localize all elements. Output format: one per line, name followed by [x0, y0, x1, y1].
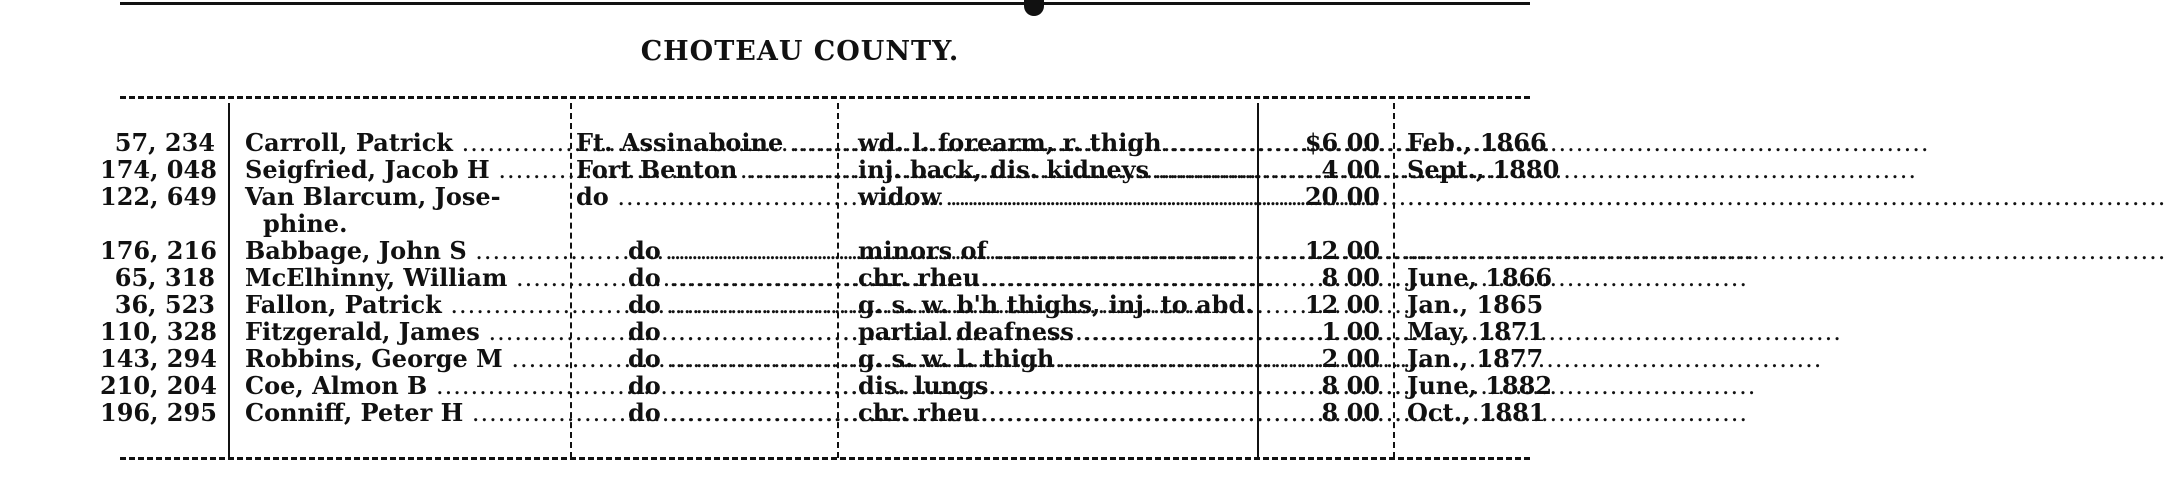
post-office: do ..... — [576, 399, 883, 427]
certificate-number: 176, 216 — [100, 236, 217, 265]
table-row — [0, 399, 1600, 426]
date-of-allowance — [1407, 183, 1535, 211]
cause-of-pension: chr. rheu ..... — [858, 264, 1252, 292]
table-row — [0, 156, 1600, 183]
monthly-amount: 12 00 — [1304, 236, 1380, 265]
cause-of-pension: minors of ..... — [858, 237, 1252, 265]
cause-of-pension: inj. back, dis. kidneys ..... — [858, 156, 1252, 184]
post-office: do ..... — [576, 291, 883, 319]
pensioner-name: Seigfried, Jacob H ..... — [245, 156, 563, 184]
certificate-number: 196, 295 — [100, 398, 217, 427]
monthly-amount: 8 00 — [1321, 398, 1380, 427]
certificate-number: 143, 294 — [100, 344, 217, 373]
post-office: do ..... — [576, 183, 831, 211]
post-office: do ..... — [576, 345, 883, 373]
pensioner-name: Coe, Almon B ..... — [245, 372, 563, 400]
date-of-allowance: Oct., 1881 — [1407, 398, 1546, 427]
post-office: do ..... — [576, 318, 883, 346]
post-office: Ft. Assinaboine ..... — [576, 129, 831, 157]
pensioner-name: Babbage, John S ..... — [245, 237, 563, 265]
table-row — [0, 264, 1600, 291]
monthly-amount: 8 00 — [1321, 263, 1380, 292]
date-of-allowance: Jan., 1865 — [1407, 290, 1544, 319]
date-of-allowance — [1407, 237, 1535, 265]
table-row-continuation — [0, 210, 1600, 237]
cause-of-pension: widow ..... — [858, 183, 1252, 211]
table-row — [0, 291, 1600, 318]
date-of-allowance: May, 1871 — [1407, 317, 1545, 346]
table-bottom-rule — [120, 457, 1530, 460]
table-row — [0, 129, 1600, 156]
certificate-number: 65, 318 — [114, 263, 215, 292]
monthly-amount: 1 00 — [1321, 317, 1380, 346]
cause-of-pension: chr. rheu ..... — [858, 399, 1252, 427]
pensioner-name: Fitzgerald, James ..... — [245, 318, 563, 346]
certificate-number: 110, 328 — [100, 317, 217, 346]
certificate-number: 36, 523 — [114, 290, 215, 319]
date-of-allowance: Jan., 1877 — [1407, 344, 1544, 373]
monthly-amount: 8 00 — [1321, 371, 1380, 400]
cause-of-pension: partial deafness ..... — [858, 318, 1252, 346]
cause-of-pension: dis. lungs ..... — [858, 372, 1252, 400]
monthly-amount: 4 00 — [1321, 155, 1380, 184]
monthly-amount: $6 00 — [1304, 128, 1380, 157]
certificate-number: 174, 048 — [100, 155, 217, 184]
cause-of-pension: g. s. w. b'h thighs, inj. to abd. — [858, 290, 1254, 319]
date-of-allowance: Sept., 1880 — [1407, 155, 1560, 184]
monthly-amount: 20 00 — [1304, 182, 1380, 211]
top-rule — [120, 2, 1530, 5]
monthly-amount: 12 00 — [1304, 290, 1380, 319]
table-row — [0, 345, 1600, 372]
post-office: do ..... — [576, 264, 883, 292]
monthly-amount: 2 00 — [1321, 344, 1380, 373]
certificate-number: 210, 204 — [100, 371, 217, 400]
table-row — [0, 318, 1600, 345]
pensioner-name: Van Blarcum, Jose- — [245, 182, 501, 211]
pensioner-name: Conniff, Peter H ..... — [245, 399, 563, 427]
table-row — [0, 237, 1600, 264]
certificate-number: 122, 649 — [100, 182, 217, 211]
cause-of-pension: g. s. w. l. thigh ..... — [858, 345, 1252, 373]
certificate-number: 57, 234 — [114, 128, 215, 157]
table-row — [0, 372, 1600, 399]
cause-of-pension: wd. l. forearm, r. thigh ..... — [858, 129, 1252, 157]
post-office: do ..... — [576, 237, 883, 265]
pensioner-name: Carroll, Patrick ..... — [245, 129, 563, 157]
post-office: do ..... — [576, 372, 883, 400]
table-top-rule — [120, 96, 1530, 99]
table-row — [0, 183, 1600, 210]
pensioner-name-continued: phine. — [263, 209, 348, 238]
date-of-allowance: Feb., 1866 — [1407, 128, 1547, 157]
pensioner-name: McElhinny, William ..... — [245, 264, 563, 292]
pensioner-name: Fallon, Patrick ..... — [245, 291, 563, 319]
date-of-allowance: June, 1866 — [1407, 263, 1553, 292]
county-title: CHOTEAU COUNTY. — [640, 36, 960, 67]
pensioner-name: Robbins, George M ..... — [245, 345, 563, 373]
rule-ornament — [1024, 0, 1044, 16]
post-office: Fort Benton ..... — [576, 156, 831, 184]
date-of-allowance: June, 1882 — [1407, 371, 1553, 400]
